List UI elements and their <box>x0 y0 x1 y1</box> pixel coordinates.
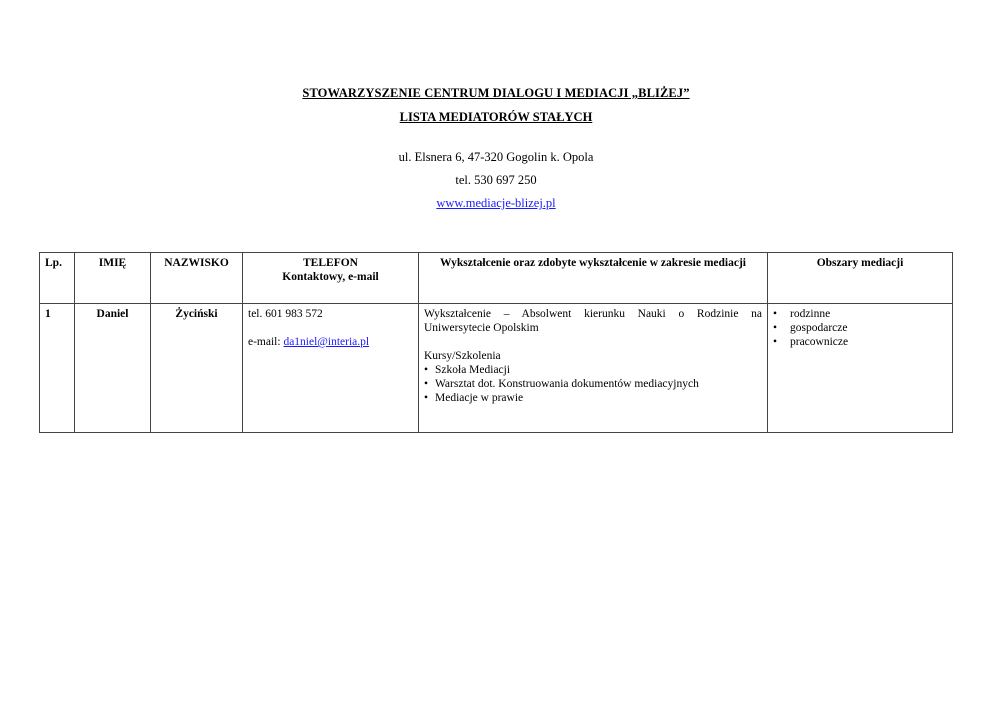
table-header-row <box>40 253 953 304</box>
course-label: Mediacje w prawie <box>435 392 524 404</box>
cell-education <box>419 304 768 433</box>
phone-number: tel. 530 697 250 <box>455 173 537 187</box>
table-body <box>40 304 953 433</box>
website-link[interactable]: www.mediacje-blizej.pl <box>436 196 556 210</box>
bullet-icon: • <box>424 364 429 376</box>
list-item <box>424 391 762 405</box>
area-label: gospodarcze <box>790 322 848 334</box>
document-header <box>0 86 992 211</box>
cell-contact <box>243 304 419 433</box>
cell-mediation-areas <box>768 304 953 433</box>
bullet-icon: • <box>773 322 778 334</box>
course-label: Warsztat dot. Konstruowania dokumentów mediacyjnych <box>435 378 699 390</box>
list-item <box>773 307 947 321</box>
column-header-obszary: Obszary mediacji <box>768 253 953 304</box>
list-title: LISTA MEDIATORÓW STAŁYCH <box>399 110 593 124</box>
organization-title: STOWARZYSZENIE CENTRUM DIALOGU I MEDIACJI „BLIŻEJ” <box>302 86 690 100</box>
cell-first-name: Daniel <box>75 304 151 433</box>
column-header-telefon <box>243 253 419 304</box>
list-item <box>424 363 762 377</box>
areas-list <box>773 307 947 349</box>
cell-lp: 1 <box>40 304 75 433</box>
bullet-icon: • <box>773 308 778 320</box>
address: ul. Elsnera 6, 47-320 Gogolin k. Opola <box>398 150 594 164</box>
list-item <box>773 321 947 335</box>
column-header-wyksztalcenie: Wykształcenie oraz zdobyte wykształcenie w zakresie mediacji <box>419 253 768 304</box>
courses-list <box>424 363 762 405</box>
column-header-nazwisko: NAZWISKO <box>151 253 243 304</box>
area-label: rodzinne <box>790 308 831 320</box>
column-header-imie: IMIĘ <box>75 253 151 304</box>
mediators-table <box>39 252 953 433</box>
contact-phone: tel. 601 983 572 <box>248 308 323 320</box>
list-item <box>773 335 947 349</box>
education-text: Wykształcenie – Absolwent kierunku Nauki o Rodzinie na Uniwersytecie Opolskim <box>424 308 762 334</box>
cell-last-name: Życiński <box>151 304 243 433</box>
bullet-icon: • <box>773 336 778 348</box>
course-label: Szkoła Mediacji <box>435 364 511 376</box>
bullet-icon: • <box>424 392 429 404</box>
email-link[interactable]: da1niel@interia.pl <box>283 336 370 348</box>
column-header-telefon-line2: Kontaktowy, e-mail <box>282 271 379 283</box>
bullet-icon: • <box>424 378 429 390</box>
table-row <box>40 304 953 433</box>
contact-email-line <box>248 335 413 349</box>
column-header-telefon-line1: TELEFON <box>303 257 358 269</box>
list-item <box>424 377 762 391</box>
area-label: pracownicze <box>790 336 849 348</box>
courses-label: Kursy/Szkolenia <box>424 350 501 362</box>
column-header-lp: Lp. <box>40 253 75 304</box>
email-label: e-mail: <box>248 336 284 348</box>
